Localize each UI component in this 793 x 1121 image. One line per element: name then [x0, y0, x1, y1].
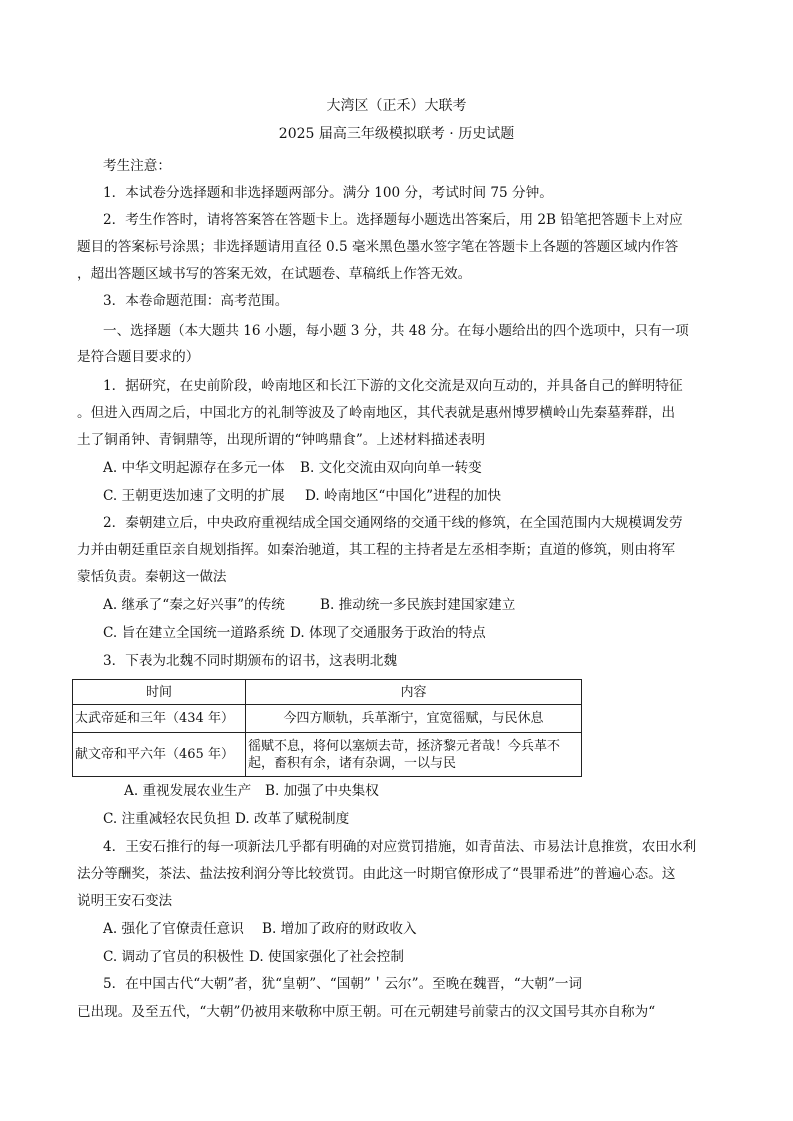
table-cell-content-line-2: 起，畜积有余，诸有杂调，一以与民 — [248, 755, 457, 771]
table-cell-time: 太武帝延和三年（434 年） — [73, 705, 246, 733]
notice-heading: 考生注意： — [103, 158, 171, 174]
q1-option-d: D. 岭南地区“中国化”进程的加快 — [305, 488, 502, 504]
q2-option-b: B. 推动统一多民族封建国家建立 — [320, 597, 516, 613]
q4-option-b: B. 增加了政府的财政收入 — [262, 921, 417, 937]
section-heading-line-1: 一、选择题（本大题共 16 小题，每小题 3 分，共 48 分。在每小题给出的四个选项中，只有一项 — [103, 323, 689, 339]
table-header-content: 内容 — [246, 680, 582, 705]
q1-option-a: A. 中华文明起源存在多元一体 — [103, 460, 285, 476]
edict-table — [72, 679, 582, 777]
q4-stem-line-3: 说明王安石变法 — [77, 893, 173, 909]
notice-item-1: 1．本试卷分选择题和非选择题两部分。满分 100 分，考试时间 75 分钟。 — [103, 185, 553, 201]
q5-stem-line-2: 已出现。及至五代，“大朝”仍被用来敬称中原王朝。可在元朝建号前蒙古的汉文国号其亦自称为“ — [77, 1004, 656, 1020]
q3-option-a: A. 重视发展农业生产 — [124, 783, 252, 799]
q4-option-d: D. 使国家强化了社会控制 — [249, 949, 404, 965]
notice-item-3: 3．本卷命题范围：高考范围。 — [103, 293, 289, 309]
notice-item-2-line-1: 2．考生作答时，请将答案答在答题卡上。选择题每小题选出答案后，用 2B 铅笔把答题卡上对应 — [103, 212, 683, 228]
q2-stem-line-2: 力并由朝廷重臣亲自规划指挥。如秦治驰道，其工程的主持者是左丞相李斯；直道的修筑，则由将军 — [77, 542, 676, 558]
table-row — [73, 733, 582, 777]
table-cell-content — [246, 733, 582, 777]
q3-option-d: D. 改革了赋税制度 — [235, 811, 350, 827]
q2-stem-line-1: 2．秦朝建立后，中央政府重视结成全国交通网络的交通干线的修筑，在全国范围内大规模调发劳 — [103, 515, 683, 531]
q1-option-c: C. 王朝更迭加速了文明的扩展 — [103, 488, 285, 504]
table-cell-content: 今四方顺轨，兵革渐宁，宜宽徭赋，与民休息 — [246, 705, 582, 733]
q2-option-c: C. 旨在建立全国统一道路系统 — [103, 625, 285, 641]
q3-option-c: C. 注重减轻农民负担 — [103, 811, 231, 827]
notice-item-2-line-2: 题目的答案标号涂黑；非选择题请用直径 0.5 毫米黑色墨水签字笔在答题卡上各题的答题区域内作答 — [77, 239, 679, 255]
q2-stem-line-3: 蒙恬负责。秦朝这一做法 — [77, 569, 227, 585]
q3-stem-line-1: 3．下表为北魏不同时期颁布的诏书，这表明北魏 — [103, 653, 398, 669]
q1-option-b: B. 文化交流由双向向单一转变 — [300, 460, 482, 476]
table-cell-content-line-1: 徭赋不息，将何以塞烦去苛，拯济黎元者哉！今兵革不 — [248, 738, 561, 754]
q2-option-a: A. 继承了“秦之好兴事”的传统 — [103, 597, 285, 613]
notice-item-2-line-3: ，超出答题区域书写的答案无效，在试题卷、草稿纸上作答无效。 — [77, 266, 472, 282]
exam-subtitle: 2025 届高三年级模拟联考 · 历史试题 — [278, 126, 515, 142]
q4-stem-line-2: 法分等酬奖，茶法、盐法按利润分等比较赏罚。由此这一时期官僚形成了“畏罪希进”的普遍心态。这 — [77, 866, 676, 882]
exam-title: 大湾区（正禾）大联考 — [326, 98, 467, 114]
q3-option-b: B. 加强了中央集权 — [265, 783, 379, 799]
table-cell-time: 献文帝和平六年（465 年） — [73, 733, 246, 777]
table-row — [73, 705, 582, 733]
q1-stem-line-2: 。但进入西周之后，中国北方的礼制等波及了岭南地区，其代表就是惠州博罗横岭山先秦墓葬群，出 — [77, 405, 676, 421]
q4-stem-line-1: 4．王安石推行的每一项新法几乎都有明确的对应赏罚措施，如青苗法、市易法计息推赏，农田水利 — [103, 839, 697, 855]
table-header-row — [73, 680, 582, 705]
q1-stem-line-3: 土了铜甬钟、青铜鼎等，出现所谓的“钟鸣鼎食”。上述材料描述表明 — [77, 432, 486, 448]
q1-stem-line-1: 1．据研究，在史前阶段，岭南地区和长江下游的文化交流是双向互动的，并具备自己的鲜明特征 — [103, 378, 683, 394]
q2-option-d: D. 体现了交通服务于政治的特点 — [290, 625, 486, 641]
section-heading-line-2: 是符合题目要求的） — [77, 349, 200, 365]
table-header-time: 时间 — [73, 680, 246, 705]
q4-option-c: C. 调动了官员的积极性 — [103, 949, 244, 965]
q4-option-a: A. 强化了官僚责任意识 — [103, 921, 244, 937]
q5-stem-line-1: 5．在中国古代“大朝”者，犹“皇朝”、“国朝”＇云尔”。至晚在魏晋，“大朝”一词 — [103, 976, 583, 992]
